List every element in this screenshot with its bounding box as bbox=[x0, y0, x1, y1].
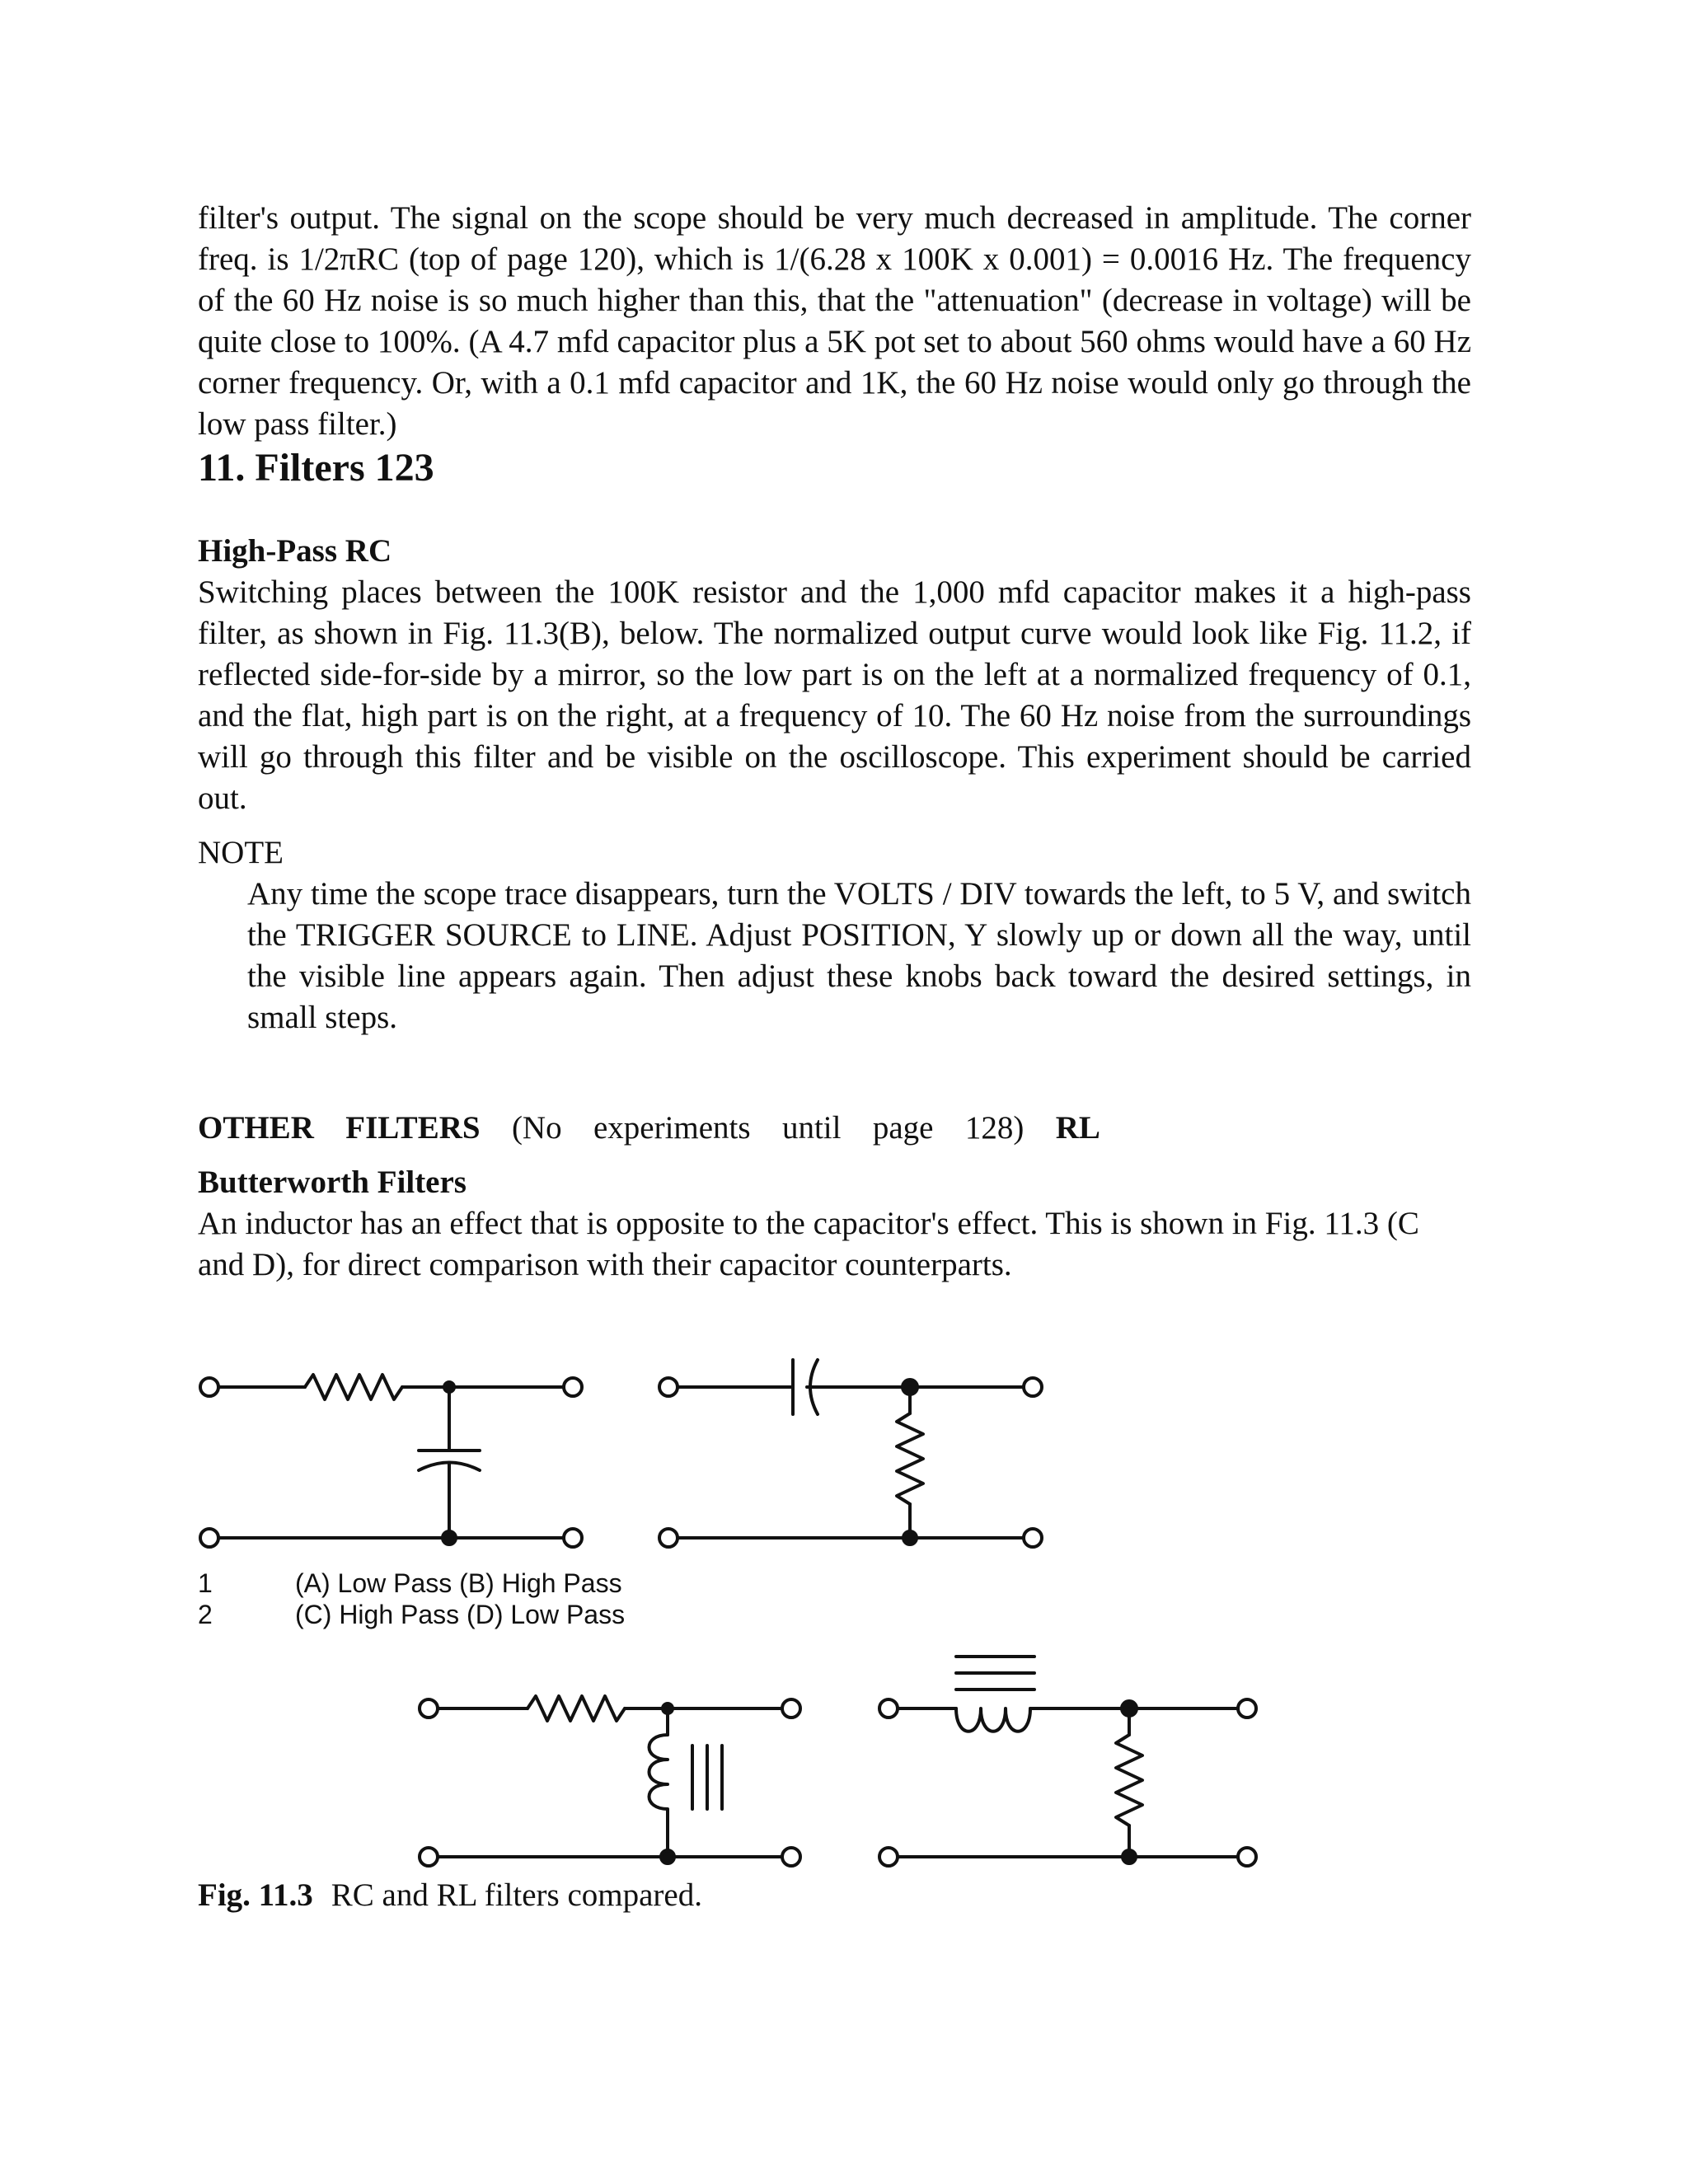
butterworth-paragraph: An inductor has an effect that is opposite to the capacitor's effect. This is shown in Fig. 11.3 (C and D), for direct comparison with their capacitor counterparts. bbox=[198, 1206, 1419, 1282]
other-word-6: 128) bbox=[964, 1110, 1025, 1146]
other-word-3: experiments bbox=[593, 1110, 751, 1146]
butterworth-heading: Butterworth Filters bbox=[198, 1165, 467, 1200]
resistor-symbol bbox=[528, 1696, 625, 1721]
circuit-a-rc-low-pass bbox=[200, 1375, 582, 1547]
intro-paragraph: filter's output. The signal on the scope should be very much decreased in amplitude. The corner freq. is 1/2πRC (top of page 120), which is 1/(6.28 x 100K x 0.001) = 0.0016 Hz. The frequency of the 60 Hz noise is so much higher than this, that the "attenuation" (decrease in voltage) will be quite close to 100%. (A 4.7 mfd capacitor plus a 5K pot set to about 560 ohms would have a 60 Hz corner frequency. Or, with a 0.1 mfd capacitor and 1K, the 60 Hz noise would only go through the low pass filter.) bbox=[198, 200, 1471, 442]
high-pass-heading: High-Pass RC bbox=[198, 533, 392, 569]
circuit-c-rl-high-pass bbox=[420, 1696, 800, 1866]
other-word-5: page bbox=[872, 1110, 934, 1146]
figure-label: Fig. 11.3 bbox=[198, 1877, 313, 1913]
chapter-heading: 11. Filters 123 bbox=[198, 446, 434, 490]
circuit-d-rl-low-pass bbox=[879, 1657, 1256, 1866]
high-pass-paragraph: Switching places between the 100K resistor and the 1,000 mfd capacitor makes it a high-pass filter, as shown in Fig. 11.3(B), below. The normalized output curve would look like Fig. 11.2, if reflected side-for-side by a mirror, so the low part is on the left at a normalized frequency of 0.1, and the flat, high part is on the right, at a frequency of 10. The 60 Hz noise from the surroundings will go through this filter and be visible on the oscilloscope. This experiment should be carried out. bbox=[198, 574, 1471, 816]
other-word-0: OTHER bbox=[198, 1110, 314, 1146]
row-number-1: 1 bbox=[198, 1568, 213, 1598]
row-caption-1: (A) Low Pass (B) High Pass bbox=[295, 1568, 622, 1598]
other-word-1: FILTERS bbox=[345, 1110, 481, 1146]
note-label: NOTE bbox=[198, 835, 284, 870]
row-number-2: 2 bbox=[198, 1600, 213, 1629]
note-paragraph: Any time the scope trace disappears, turn the VOLTS / DIV towards the left, to 5 V, and switch the TRIGGER SOURCE to LINE. Adjust POSITION, Y slowly up or down all the way, until the visible line appears again. Then adjust these knobs back toward the desired settings, in small steps. bbox=[247, 876, 1471, 1035]
other-word-2: (No bbox=[511, 1110, 562, 1146]
circuit-b-rc-high-pass bbox=[659, 1360, 1042, 1547]
inductor-coil bbox=[956, 1708, 1030, 1732]
row-caption-2: (C) High Pass (D) Low Pass bbox=[295, 1600, 626, 1629]
resistor-symbol bbox=[897, 1413, 923, 1504]
other-word-7: RL bbox=[1055, 1110, 1100, 1146]
inductor-coil bbox=[649, 1735, 668, 1857]
other-word-4: until bbox=[781, 1110, 842, 1146]
resistor-symbol bbox=[1116, 1735, 1142, 1825]
figure-caption-text: RC and RL filters compared. bbox=[331, 1877, 702, 1913]
resistor-symbol bbox=[305, 1375, 402, 1399]
figure-caption bbox=[198, 1875, 702, 1916]
